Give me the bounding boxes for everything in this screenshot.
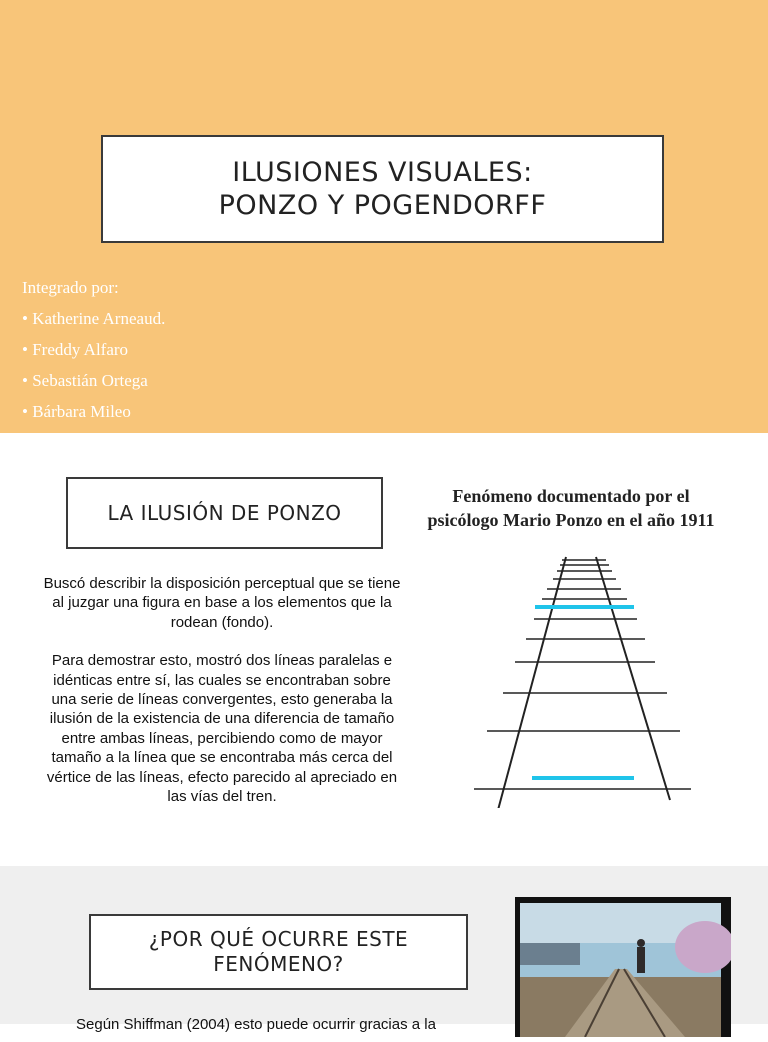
title-line-1: ILUSIONES VISUALES:: [232, 157, 533, 188]
ponzo-caption: [396, 484, 746, 532]
paragraph-1: Buscó describir la disposición perceptual que se tiene al juzgar una figura en base a los elementos que la rodean (fondo).: [43, 575, 401, 631]
person-head: [637, 939, 645, 947]
railroad-ties: [474, 560, 691, 789]
buildings: [520, 943, 580, 965]
title-line-2: PONZO Y POGENDORFF: [218, 190, 547, 221]
credit-item: • Sebastián Ortega: [22, 371, 148, 390]
person-figure: [637, 947, 645, 973]
left-rail: [498, 557, 566, 808]
why-heading-line-1: ¿POR QUÉ OCURRE ESTE: [148, 927, 409, 951]
credit-item: • Freddy Alfaro: [22, 340, 129, 359]
ponzo-description: [40, 574, 404, 825]
ponzo-slide: [0, 433, 768, 866]
why-paragraph: Según Shiffman (2004) esto puede ocurrir gracias a la: [76, 1016, 436, 1033]
right-rail: [596, 557, 670, 800]
why-heading: [89, 914, 468, 990]
title-slide: [0, 0, 768, 433]
paragraph-2: Para demostrar esto, mostró dos líneas paralelas e idénticas entre sí, las cuales se encontraban sobre una serie de líneas convergentes, esto generaba la ilusión de la existencia de una diferencia de tamaño entre ambas líneas, percibiendo como de mayor tamaño a la línea que se encontraba más cerca del vértice de las líneas, efecto parecido al apreciado en las vías del tren.: [46, 652, 398, 806]
railway-photo-image: [515, 897, 731, 1037]
credit-item: • Katherine Arneaud.: [22, 309, 166, 328]
caption-line-2: psicólogo Mario Ponzo en el año 1911: [427, 510, 715, 530]
why-slide: [0, 866, 768, 1033]
title-box: [101, 135, 664, 243]
railway-photo: [515, 897, 731, 1037]
ponzo-heading: LA ILUSIÓN DE PONZO: [66, 477, 383, 549]
credits-heading: Integrado por:: [22, 278, 119, 297]
credits-list: [22, 276, 165, 431]
ponzo-tracks-illustration: [470, 548, 700, 808]
why-heading-line-2: FENÓMENO?: [213, 952, 344, 976]
credit-item: • Bárbara Mileo: [22, 402, 131, 421]
caption-line-1: Fenómeno documentado por el: [452, 486, 690, 506]
